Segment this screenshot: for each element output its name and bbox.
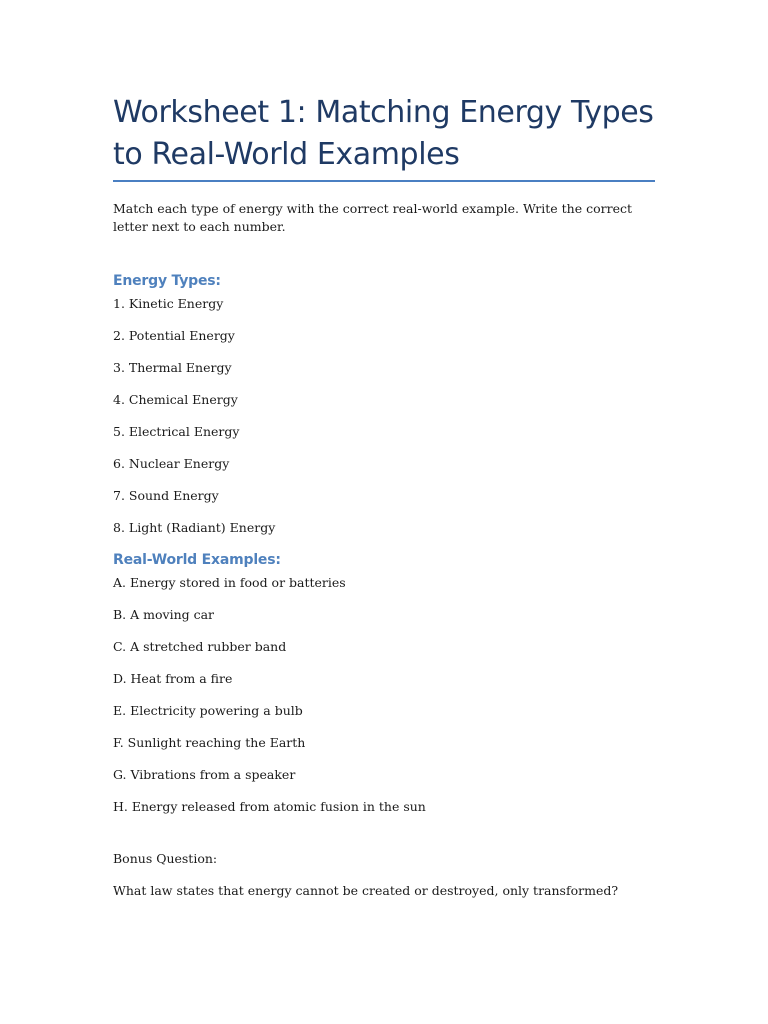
example-item: G. Vibrations from a speaker [113,767,296,782]
energy-type-item: 7. Sound Energy [113,488,219,503]
energy-type-item: 6. Nuclear Energy [113,456,230,471]
example-item: H. Energy released from atomic fusion in the sun [113,799,426,814]
example-item: D. Heat from a fire [113,671,233,686]
real-world-examples-heading: Real-World Examples: [113,552,281,568]
example-item: A. Energy stored in food or batteries [113,575,346,590]
bonus-question-text: What law states that energy cannot be created or destroyed, only transformed? [113,883,619,898]
example-item: F. Sunlight reaching the Earth [113,735,306,750]
example-item: B. A moving car [113,607,215,622]
energy-type-item: 4. Chemical Energy [113,392,238,407]
title-divider [113,180,655,182]
energy-type-item: 1. Kinetic Energy [113,296,224,311]
energy-types-heading: Energy Types: [113,273,221,289]
example-item: E. Electricity powering a bulb [113,703,303,718]
instructions-text: Match each type of energy with the correct real-world example. Write the correct letter next to each number. [113,201,632,234]
energy-type-item: 8. Light (Radiant) Energy [113,520,276,535]
energy-type-item: 2. Potential Energy [113,328,235,343]
energy-type-item: 5. Electrical Energy [113,424,240,439]
bonus-question-label: Bonus Question: [113,851,218,866]
example-item: C. A stretched rubber band [113,639,287,654]
page-title: Worksheet 1: Matching Energy Types to Real-World Examples [113,95,654,172]
energy-type-item: 3. Thermal Energy [113,360,232,375]
